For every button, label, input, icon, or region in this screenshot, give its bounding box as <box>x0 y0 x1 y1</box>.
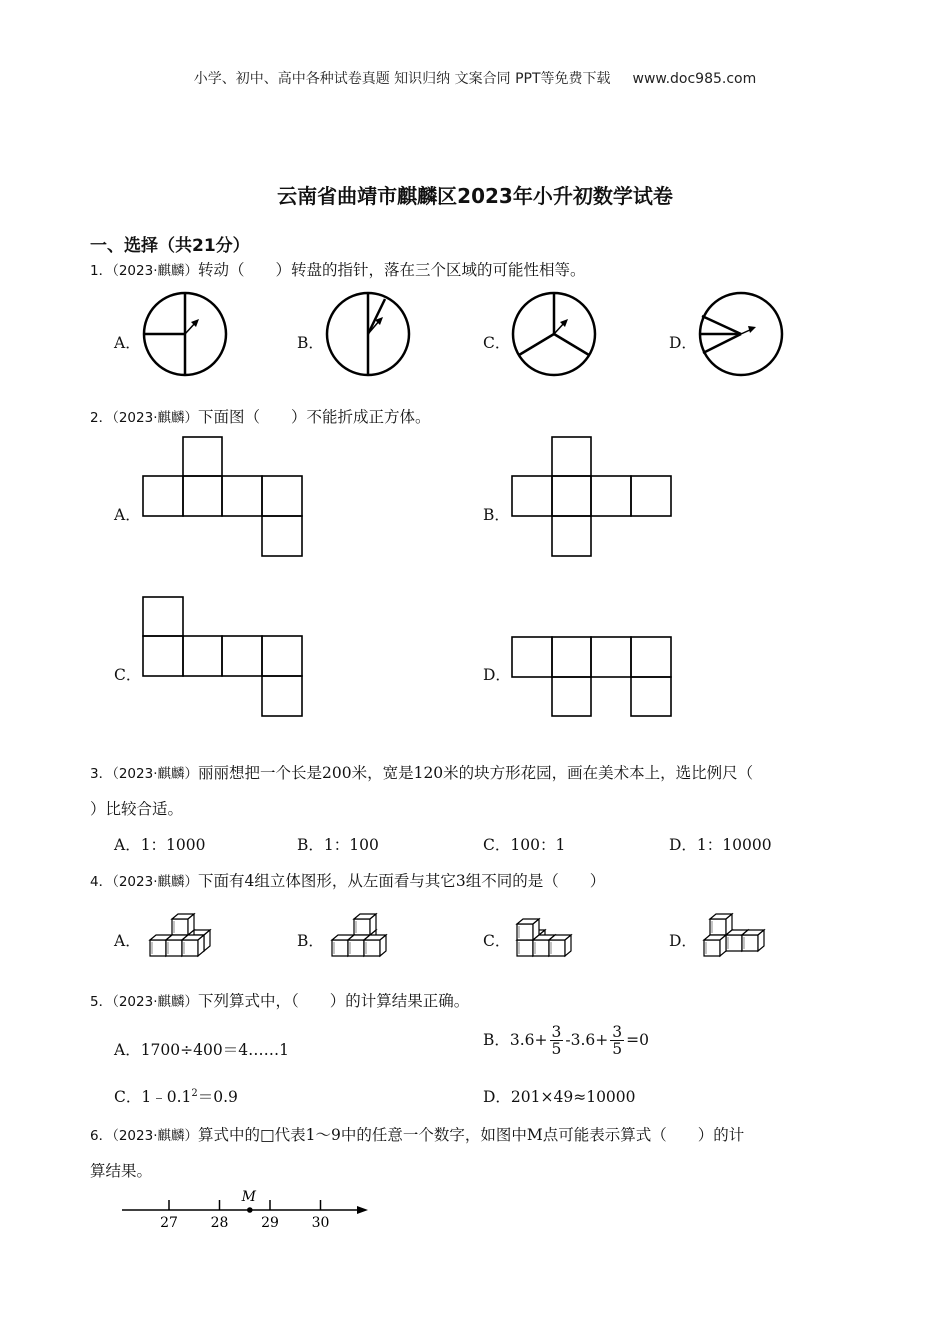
unit-cube <box>710 914 732 935</box>
cube-stack-b <box>330 906 402 958</box>
fraction-3-5 <box>610 1024 624 1058</box>
question-source: （2023·麒麟） <box>112 1128 198 1144</box>
q2-option-c-label: C． <box>114 666 142 684</box>
question-text: 下面有4组立体图形，从左面看与其它3组不同的是（ ） <box>198 872 606 890</box>
q1-option-d-label: D． <box>669 334 697 352</box>
spinner-c <box>511 291 599 379</box>
unit-cube <box>517 919 539 940</box>
number-line-tick-label: 29 <box>261 1215 279 1231</box>
question-text: 丽丽想把一个长是200米，宽是120米的块方形花园，画在美术本上，选比例尺（ <box>198 764 754 782</box>
question-number: 3． <box>90 766 113 782</box>
question-source: （2023·麒麟） <box>112 263 198 279</box>
cube-net-c <box>142 596 304 718</box>
q5-option-b <box>483 1024 649 1058</box>
page-header <box>0 68 950 88</box>
question-1 <box>90 258 586 280</box>
question-source: （2023·麒麟） <box>112 766 198 782</box>
question-number: 6． <box>90 1128 113 1144</box>
question-source: （2023·麒麟） <box>112 410 198 426</box>
fraction-3-5 <box>550 1024 564 1058</box>
q3-option-c: C．100：1 <box>483 836 566 854</box>
number-line-tick-label: 30 <box>311 1215 330 1231</box>
q3-option-a: A．1：1000 <box>114 836 206 854</box>
q5-c-suffix: ＝0.9 <box>197 1088 238 1106</box>
question-6-cont: 算结果。 <box>90 1162 153 1180</box>
question-3 <box>90 761 753 783</box>
point-m-label: M <box>241 1189 256 1205</box>
q2-option-a-label: A． <box>114 506 141 524</box>
cube-net-d <box>511 636 673 718</box>
number-line-arrow-icon <box>357 1206 368 1214</box>
q5-b-suffix: =0 <box>626 1030 650 1049</box>
q5-option-d: D．201×49≈10000 <box>483 1088 636 1106</box>
q2-option-b-label: B． <box>483 506 510 524</box>
unit-cube <box>742 930 764 951</box>
question-4 <box>90 869 605 891</box>
q5-c-exponent: 2 <box>191 1087 198 1099</box>
q5-b-prefix: B．3.6+ <box>483 1030 548 1049</box>
question-3-cont: ）比较合适。 <box>90 800 184 818</box>
unit-cube <box>182 935 204 956</box>
header-text: 小学、初中、高中各种试卷真题 知识归纳 文案合同 PPT等免费下载 <box>193 71 611 87</box>
q5-option-c <box>114 1085 238 1107</box>
question-text: 转动（ ）转盘的指针，落在三个区域的可能性相等。 <box>198 261 586 279</box>
q3-option-b: B．1：100 <box>297 836 379 854</box>
q5-b-middle: -3.6+ <box>565 1030 609 1049</box>
question-number: 5． <box>90 994 113 1010</box>
q4-option-b-label: B． <box>297 932 324 950</box>
question-number: 2． <box>90 410 113 426</box>
number-line-tick-label: 27 <box>160 1215 178 1231</box>
cube-stack-d <box>702 906 772 958</box>
question-text: 下面图（ ）不能折成正方体。 <box>198 408 431 426</box>
spinner-d <box>698 291 786 379</box>
question-text: 算式中的□代表1～9中的任意一个数字，如图中M点可能表示算式（ ）的计 <box>198 1126 745 1144</box>
question-text: 下列算式中，（ ）的计算结果正确。 <box>198 992 470 1010</box>
question-number: 4． <box>90 874 113 890</box>
q1-option-b-label: B． <box>297 334 324 352</box>
spinner-a <box>142 291 230 379</box>
fraction-denominator: 5 <box>551 1040 562 1059</box>
unit-cube <box>354 914 376 935</box>
point-m-marker <box>247 1207 253 1213</box>
cube-net-a <box>142 436 304 558</box>
q4-option-a-label: A． <box>114 932 141 950</box>
unit-cube <box>364 935 386 956</box>
cube-stack-c <box>515 912 589 958</box>
cube-stack-a <box>148 902 226 958</box>
fraction-numerator: 3 <box>612 1023 623 1041</box>
q2-option-d-label: D． <box>483 666 511 684</box>
q5-option-a: A．1700÷400＝4……1 <box>114 1041 289 1059</box>
q1-option-a-label: A． <box>114 334 141 352</box>
q4-option-c-label: C． <box>483 932 511 950</box>
cube-net-b <box>511 436 673 558</box>
fraction-denominator: 5 <box>612 1040 623 1059</box>
question-source: （2023·麒麟） <box>112 994 198 1010</box>
q5-c-prefix: C．1﹣0.1 <box>114 1088 192 1106</box>
q1-option-c-label: C． <box>483 334 511 352</box>
question-6 <box>90 1123 744 1145</box>
number-line-tick-label: 28 <box>210 1215 229 1231</box>
q4-option-d-label: D． <box>669 932 697 950</box>
unit-cube <box>172 914 194 935</box>
unit-cube <box>704 935 726 956</box>
question-source: （2023·麒麟） <box>112 874 198 890</box>
section-heading: 一、选择（共21分） <box>90 236 250 256</box>
header-site: www.doc985.com <box>632 71 757 87</box>
exam-title: 云南省曲靖市麒麟区2023年小升初数学试卷 <box>277 184 673 208</box>
q3-option-d: D．1：10000 <box>669 836 772 854</box>
unit-cube <box>549 935 571 956</box>
spinner-b <box>325 291 413 379</box>
question-number: 1． <box>90 263 113 279</box>
question-5 <box>90 989 469 1011</box>
question-2 <box>90 405 431 427</box>
fraction-numerator: 3 <box>551 1023 562 1041</box>
number-line <box>120 1186 372 1232</box>
